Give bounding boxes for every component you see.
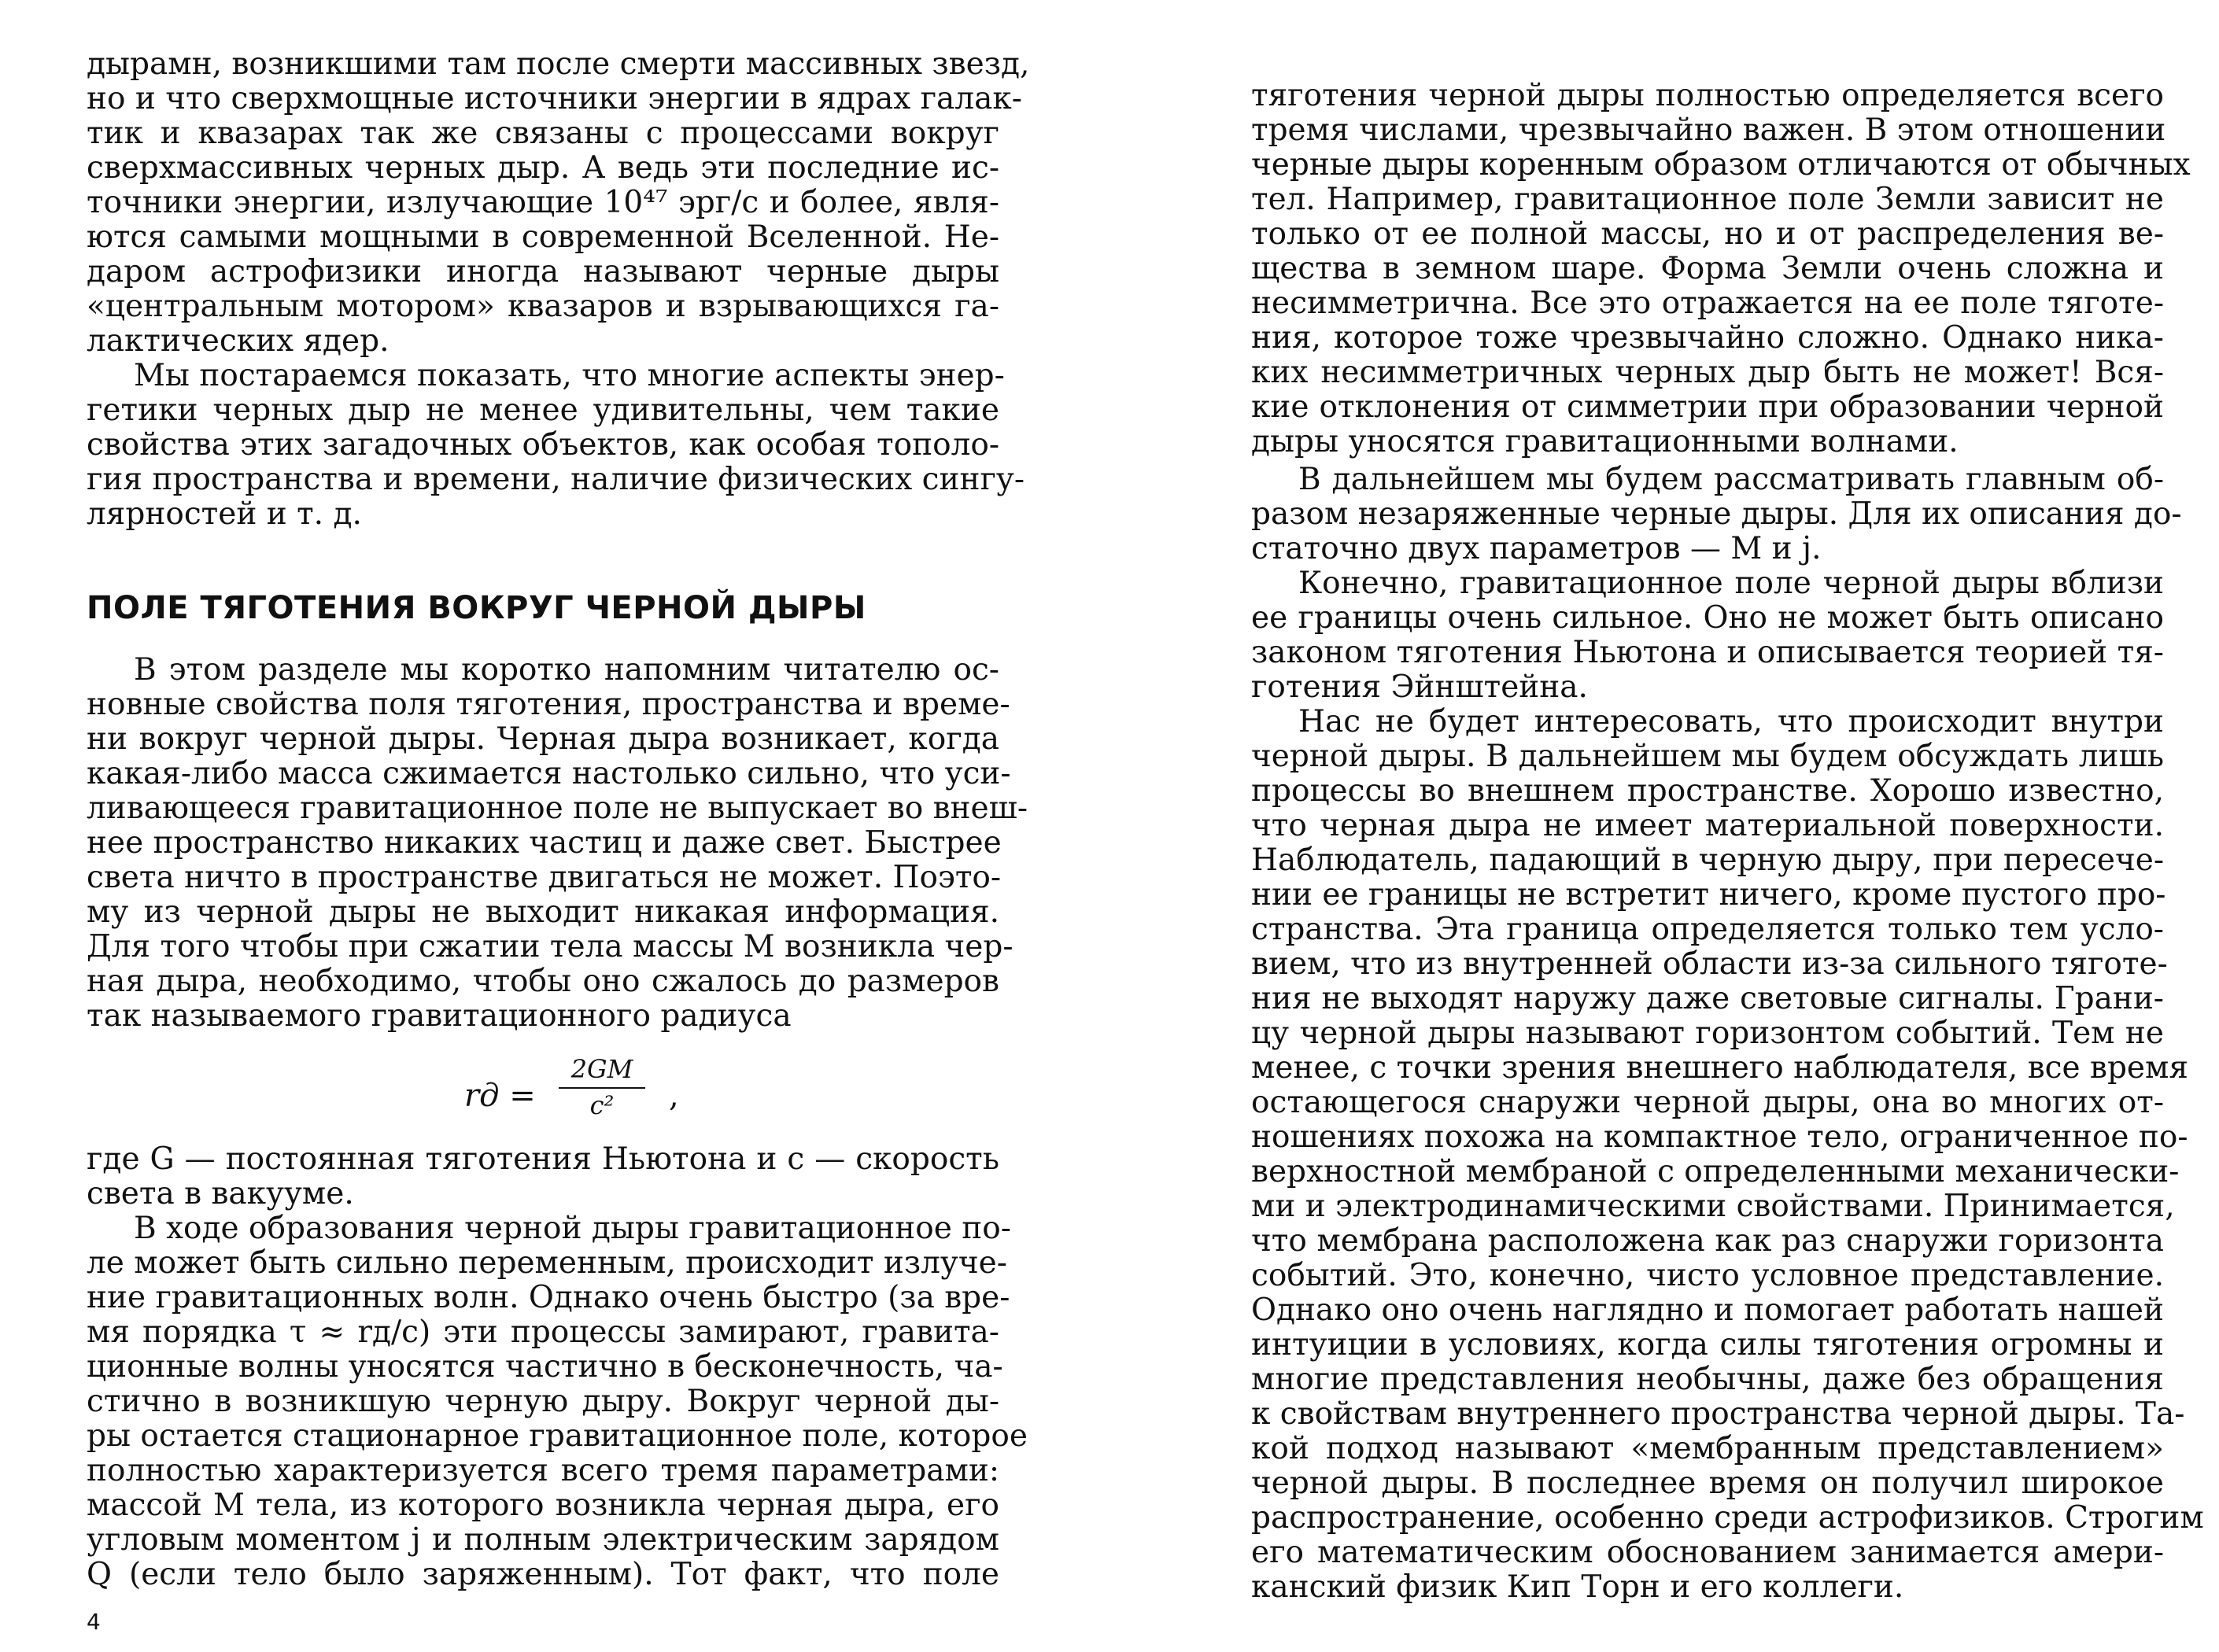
text-line: его математическим обоснованием занимается амери- xyxy=(1251,1535,2164,1570)
text-line: света ничто в пространстве двигаться не может. Поэто- xyxy=(87,860,1002,895)
text-line: света в вакууме. xyxy=(87,1176,354,1211)
paragraph xyxy=(87,652,1028,1034)
text-line: гетики черных дыр не менее удивительны, чем такие xyxy=(87,393,999,428)
right-page xyxy=(1251,0,2204,1652)
text-line: нии ее границы не встретит ничего, кроме пустого про- xyxy=(1251,877,2166,913)
page-number: 4 xyxy=(87,1609,101,1635)
text-line: черной дыры. В дальнейшем мы будем обсуждать лишь xyxy=(1251,739,2164,774)
paragraph xyxy=(87,358,1025,532)
text-line: полностью характеризуется всего тремя параметрами: xyxy=(87,1453,999,1488)
text-line: процессы во внешнем пространстве. Хорошо известно, xyxy=(1251,773,2164,809)
text-line: тремя числами, чрезвычайно важен. В этом отношении xyxy=(1251,112,2166,148)
text-line: ни вокруг черной дыры. Черная дыра возникает, когда xyxy=(87,721,999,757)
text-line: ливающееся гравитационное поле не выпускает во внеш- xyxy=(87,791,1028,826)
formula-lhs: rд = xyxy=(464,1078,536,1114)
text-line: щества в земном шаре. Форма Земли очень сложна и xyxy=(1251,251,2164,286)
text-line: Наблюдатель, падающий в черную дыру, при пересече- xyxy=(1251,843,2164,878)
text-line: ношениях похожа на компактное тело, ограниченное по- xyxy=(1251,1119,2188,1155)
text-line: какая-либо масса сжимается настолько сильно, что уси- xyxy=(87,756,1011,791)
text-line: «центральным мотором» квазаров и взрывающихся га- xyxy=(87,289,999,324)
formula-fraction xyxy=(559,1054,645,1120)
text-line: Нас не будет интересовать, что происходит внутри xyxy=(1298,704,2164,739)
text-line: тик и квазарах так же связаны с процессами вокруг xyxy=(87,116,999,151)
text-line: только от ее полной массы, но и от распределения ве- xyxy=(1251,216,2164,252)
text-line: вием, что из внутренней области из-за сильного тяготе- xyxy=(1251,946,2168,982)
text-line: законом тяготения Ньютона и описывается теорией тя- xyxy=(1251,635,2164,670)
text-line: дырамн, возникшими там после смерти массивных звезд, xyxy=(87,46,1030,82)
text-line: точники энергии, излучающие 10⁴⁷ эрг/с и более, явля- xyxy=(87,185,999,220)
text-line: ее границы очень сильное. Оно не может быть описано xyxy=(1251,600,2164,636)
text-line: к свойствам внутреннего пространства черной дыры. Та- xyxy=(1251,1396,2185,1432)
text-line: ния, которое тоже чрезвычайно сложно. Однако ника- xyxy=(1251,320,2164,356)
text-line: новные свойства поля тяготения, пространства и време- xyxy=(87,687,1010,722)
text-line: гия пространства и времени, наличие физических сингу- xyxy=(87,462,1025,497)
text-line: статочно двух параметров — M и j. xyxy=(1251,531,1822,566)
text-line: ле может быть сильно переменным, происходит излуче- xyxy=(87,1245,1007,1281)
text-line: тел. Например, гравитационное поле Земли зависит не xyxy=(1251,182,2164,217)
text-line: стично в возникшую черную дыру. Вокруг черной ды- xyxy=(87,1384,999,1419)
text-line: мя порядка τ ≈ rд/c) эти процессы замирают, гравита- xyxy=(87,1315,999,1350)
gravitational-radius-formula xyxy=(464,1054,700,1149)
text-line: Однако оно очень наглядно и помогает работать нашей xyxy=(1251,1292,2164,1328)
text-line: кой подход называют «мембранным представлением» xyxy=(1251,1431,2164,1466)
text-line: Мы постараемся показать, что многие аспекты энер- xyxy=(134,358,1005,393)
text-line: лактических ядер. xyxy=(87,323,390,359)
paragraph xyxy=(87,1142,999,1211)
text-line: нее пространство никаких частиц и даже свет. Быстрее xyxy=(87,825,1002,861)
text-line: многие представления необычны, даже без обращения xyxy=(1251,1362,2164,1397)
text-line: цу черной дыры называют горизонтом событий. Тем не xyxy=(1251,1016,2164,1051)
text-line: разом незаряженные черные дыры. Для их описания до- xyxy=(1251,496,2182,532)
text-line: Конечно, гравитационное поле черной дыры вблизи xyxy=(1298,566,2164,601)
text-line: интуиции в условиях, когда силы тяготения огромны и xyxy=(1251,1327,2164,1363)
text-line: дыры уносятся гравитационными волнами. xyxy=(1251,424,1959,459)
paragraph xyxy=(87,1211,1028,1592)
text-line: ционные волны уносятся частично в бесконечность, ча- xyxy=(87,1349,1003,1385)
text-line: странства. Эта граница определяется только тем усло- xyxy=(1251,912,2164,947)
paragraph xyxy=(1251,462,2182,566)
formula-denominator: c² xyxy=(589,1090,615,1120)
text-line: лярностей и т. д. xyxy=(87,496,362,532)
text-line: му из черной дыры не выходит никакая информация. xyxy=(87,894,999,930)
text-line: верхностной мембраной с определенными механически- xyxy=(1251,1154,2180,1189)
formula-numerator: 2GM xyxy=(559,1054,645,1089)
text-line: Для того чтобы при сжатии тела массы M возникла чер- xyxy=(87,929,1014,964)
text-line: черной дыры. В последнее время он получил широкое xyxy=(1251,1466,2164,1501)
text-line: что черная дыра не имеет материальной поверхности. xyxy=(1251,808,2164,843)
paragraph xyxy=(1251,704,2204,1605)
text-line: так называемого гравитационного радиуса xyxy=(87,998,792,1034)
text-line: но и что сверхмощные источники энергии в ядрах галак- xyxy=(87,81,1022,116)
text-line: кие отклонения от симметрии при образовании черной xyxy=(1251,389,2164,425)
text-line: где G — постоянная тяготения Ньютона и c — скорость xyxy=(87,1141,999,1177)
text-line: свойства этих загадочных объектов, как особая тополо- xyxy=(87,427,999,463)
text-line: менее, с точки зрения внешнего наблюдателя, все время xyxy=(1251,1050,2188,1086)
text-line: тяготения черной дыры полностью определяется всего xyxy=(1251,78,2164,113)
text-line: В этом разделе мы коротко напомним читателю ос- xyxy=(134,652,999,688)
text-line: ми и электродинамическими свойствами. Принимается, xyxy=(1251,1189,2175,1224)
text-line: ются самыми мощными в современной Вселенной. Не- xyxy=(87,219,999,255)
paragraph xyxy=(1251,566,2164,705)
text-line: сверхмассивных черных дыр. А ведь эти последние ис- xyxy=(87,150,999,186)
text-line: что мембрана расположена как раз снаружи горизонта xyxy=(1251,1223,2164,1259)
paragraph xyxy=(87,46,1030,359)
left-page xyxy=(87,0,1030,1652)
text-line: ры остается стационарное гравитационное поле, которое xyxy=(87,1418,1028,1454)
text-line: даром астрофизики иногда называют черные дыры xyxy=(87,254,999,289)
text-line: ние гравитационных волн. Однако очень быстро (за вре- xyxy=(87,1280,1010,1315)
text-line: угловым моментом j и полным электрическим зарядом xyxy=(87,1522,999,1558)
text-line: В дальнейшем мы будем рассматривать главным об- xyxy=(1298,462,2164,497)
text-line: несимметрична. Все это отражается на ее поле тяготе- xyxy=(1251,286,2164,321)
text-line: ких несимметричных черных дыр быть не может! Вся- xyxy=(1251,355,2164,390)
text-line: В ходе образования черной дыры гравитационное по- xyxy=(134,1211,1011,1246)
text-line: канский физик Кип Торн и его коллеги. xyxy=(1251,1569,1904,1605)
text-line: остающегося снаружи черной дыры, она во многих от- xyxy=(1251,1085,2164,1120)
paragraph xyxy=(1251,78,2191,459)
formula-comma: , xyxy=(669,1078,679,1114)
text-line: черные дыры коренным образом отличаются от обычных xyxy=(1251,147,2191,183)
text-line: событий. Это, конечно, чисто условное представление. xyxy=(1251,1258,2164,1293)
text-line: готения Эйнштейна. xyxy=(1251,669,1588,705)
section-heading: ПОЛЕ ТЯГОТЕНИЯ ВОКРУГ ЧЕРНОЙ ДЫРЫ xyxy=(87,590,866,626)
text-line: массой M тела, из которого возникла черная дыра, его xyxy=(87,1488,999,1523)
text-line: ния не выходят наружу даже световые сигналы. Грани- xyxy=(1251,981,2164,1016)
text-line: ная дыра, необходимо, чтобы оно сжалось до размеров xyxy=(87,964,999,999)
text-line: Q (если тело было заряженным). Тот факт, что поле xyxy=(87,1557,999,1592)
text-line: распространение, особенно среди астрофизиков. Строгим xyxy=(1251,1500,2204,1536)
